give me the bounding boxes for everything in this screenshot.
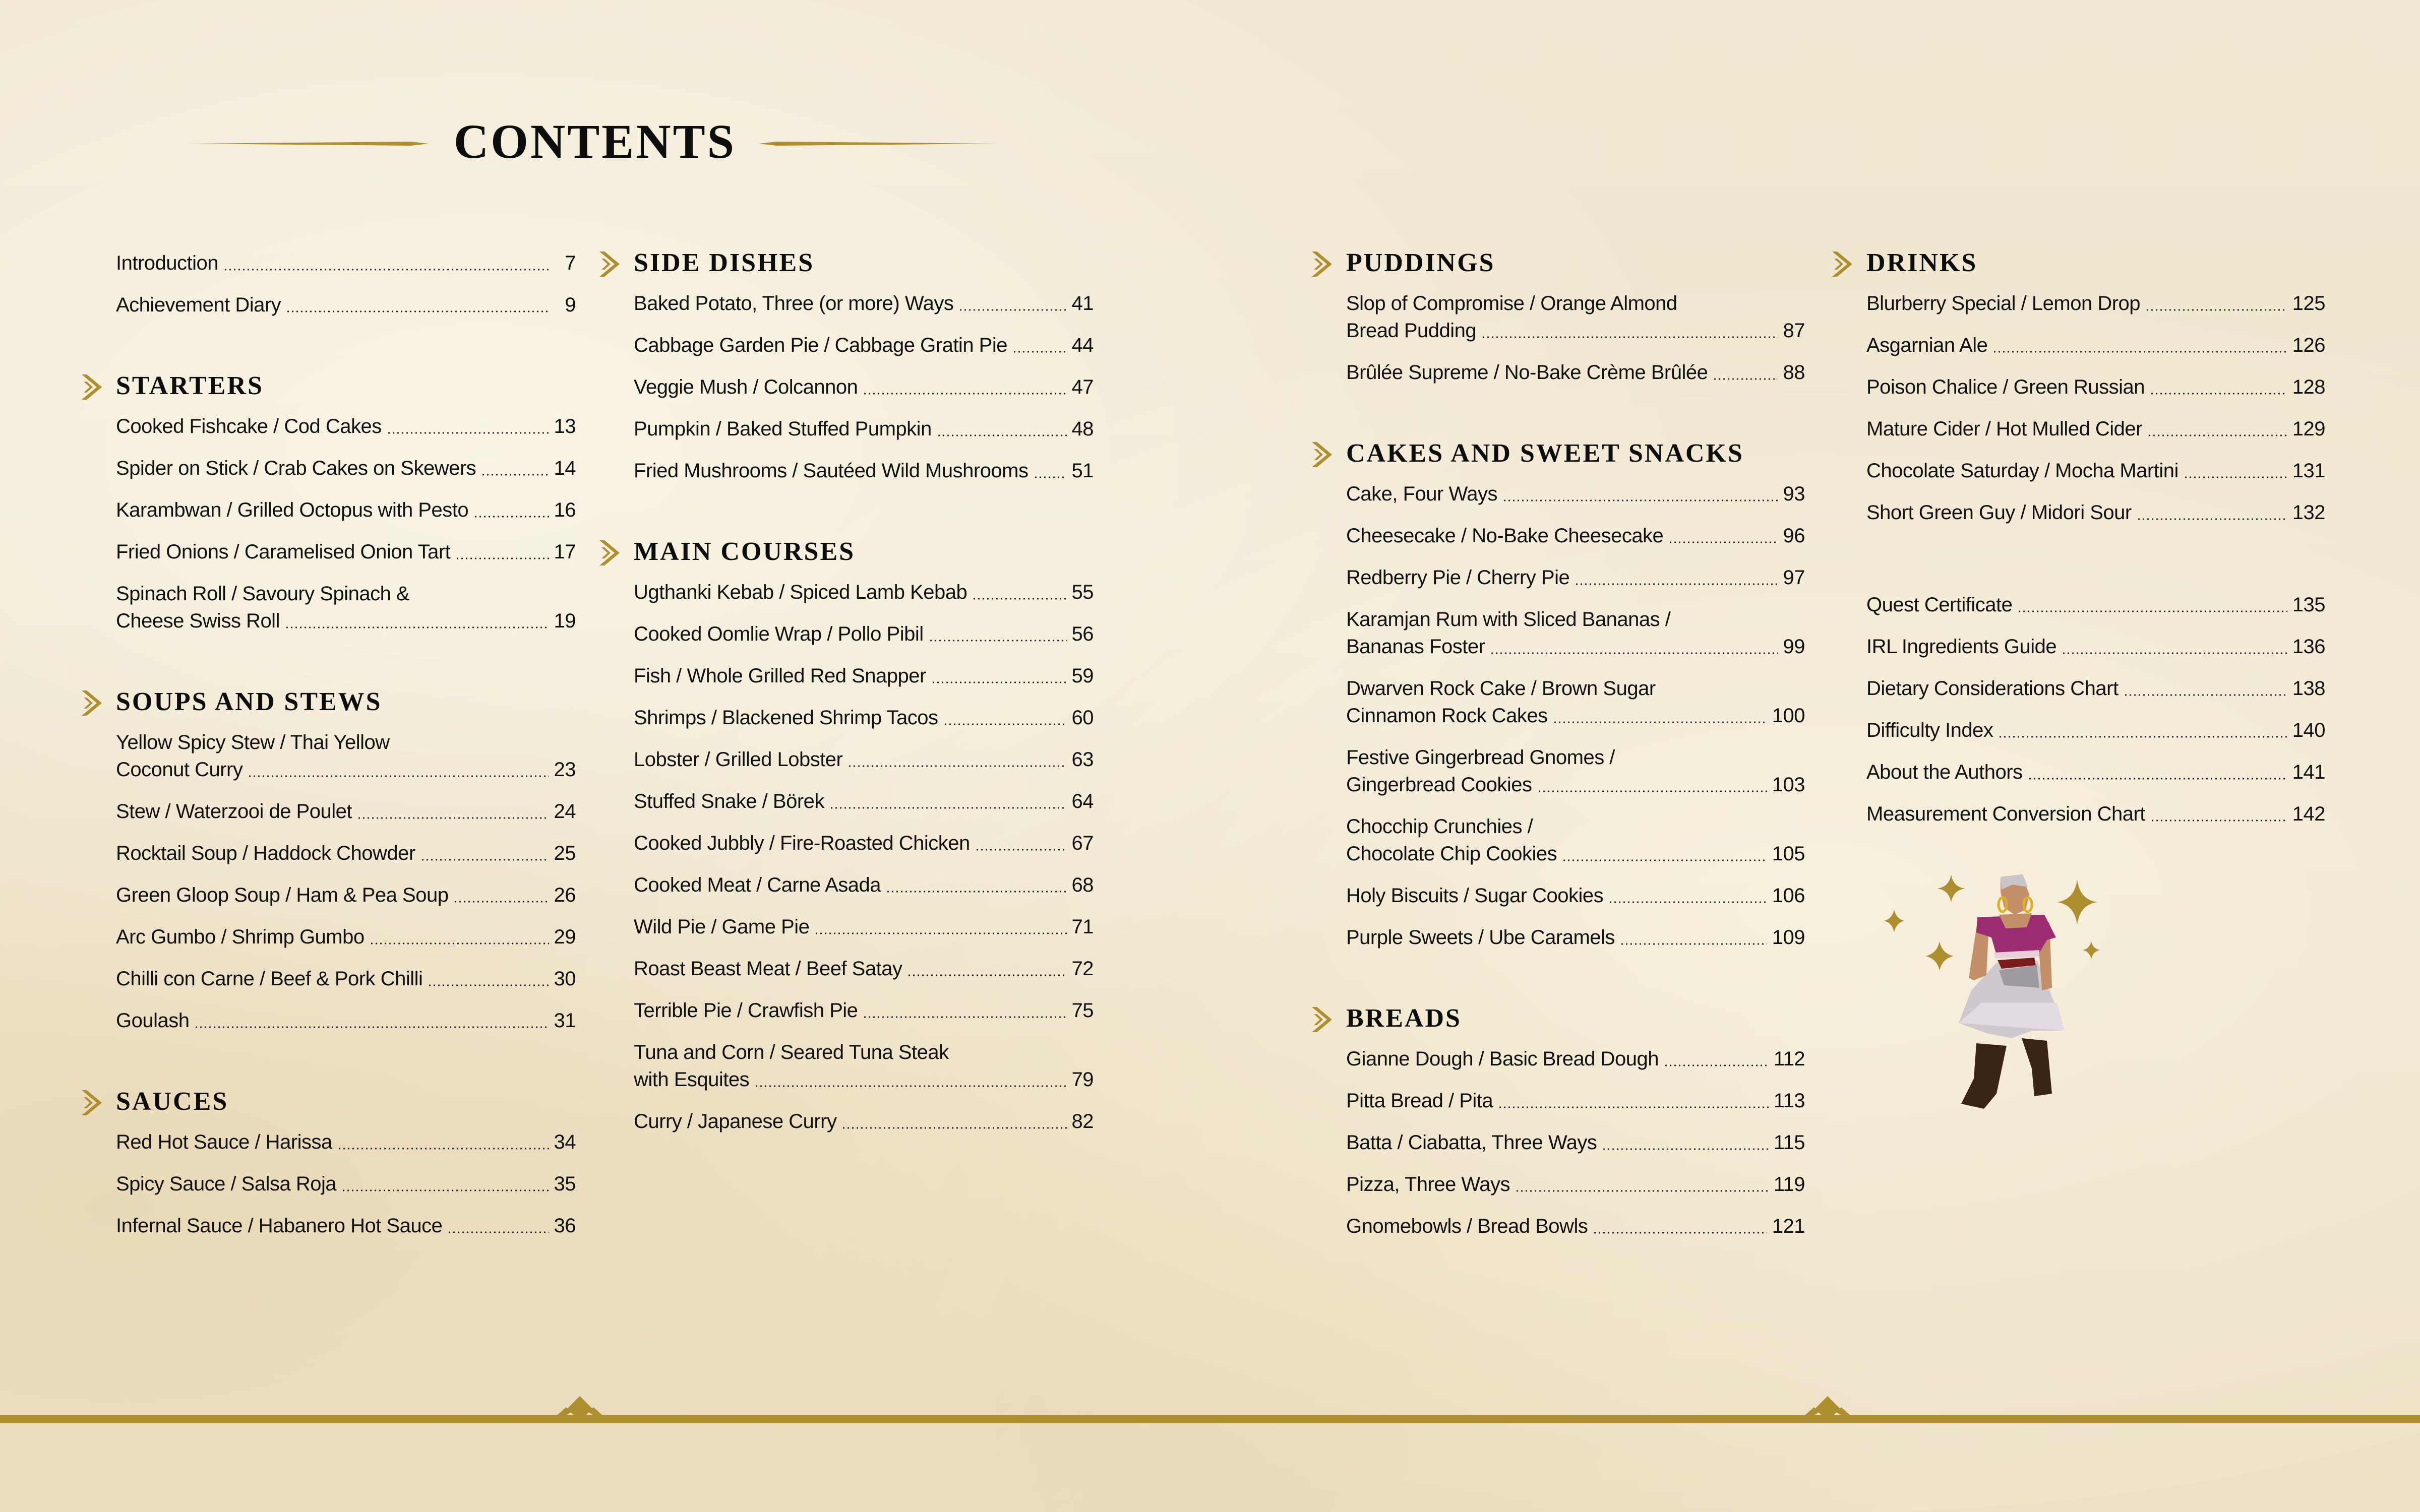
dot-leader — [2124, 694, 2287, 696]
dot-leader — [2137, 518, 2287, 520]
page-number: 31 — [554, 1010, 576, 1032]
entry-title: Poison Chalice / Green Russian — [1866, 376, 2145, 398]
toc-entry[interactable] — [116, 798, 576, 825]
character-illustration — [1865, 857, 2319, 1386]
entry-title: Chilli con Carne / Beef & Pork Chilli — [116, 968, 423, 990]
dot-leader — [194, 1026, 549, 1028]
entry-title: Wild Pie / Game Pie — [634, 916, 810, 938]
dot-leader — [1490, 652, 1778, 654]
page-number: 34 — [554, 1131, 576, 1153]
dot-leader — [937, 434, 1067, 436]
toc-entry[interactable] — [634, 955, 1094, 982]
page-number: 115 — [1773, 1131, 1805, 1154]
entry-title: Blurberry Special / Lemon Drop — [1866, 292, 2141, 314]
page-number: 23 — [554, 759, 576, 781]
entry-title: Cooked Oomlie Wrap / Pollo Pibil — [634, 623, 924, 645]
entry-title: Roast Beast Meat / Beef Satay — [634, 958, 902, 980]
entry-title: Curry / Japanese Curry — [634, 1110, 837, 1132]
page-number: 99 — [1783, 636, 1805, 658]
toc-entry[interactable] — [1346, 480, 1805, 508]
ornament-right — [1795, 1394, 1860, 1424]
dot-leader — [958, 309, 1066, 311]
page-number: 47 — [1071, 376, 1094, 398]
toc-entry[interactable] — [634, 373, 1094, 401]
page-number: 25 — [554, 842, 576, 864]
toc-entry[interactable] — [1346, 924, 1805, 951]
chevron-right-icon — [82, 690, 102, 716]
page-number: 125 — [2292, 292, 2325, 314]
entry-title: with Esquites — [634, 1068, 750, 1091]
dot-leader — [455, 557, 549, 559]
page-number: 141 — [2292, 761, 2325, 783]
dot-leader — [1498, 1106, 1769, 1108]
toc-entry[interactable] — [1346, 290, 1805, 344]
toc-entry[interactable] — [634, 662, 1094, 689]
page-number: 119 — [1773, 1173, 1805, 1195]
page-number: 97 — [1783, 566, 1805, 589]
page-number: 9 — [565, 294, 576, 316]
entry-title: Spicy Sauce / Salsa Roja — [116, 1173, 337, 1195]
entry-title: Cinnamon Rock Cakes — [1346, 705, 1548, 727]
page-number: 88 — [1783, 361, 1805, 384]
dot-leader — [754, 1085, 1066, 1087]
page-number: 112 — [1773, 1048, 1805, 1070]
toc-entry[interactable] — [634, 332, 1094, 359]
toc-entry[interactable] — [116, 1128, 576, 1156]
entry-title: Coconut Curry — [116, 759, 243, 781]
page-number: 44 — [1071, 334, 1094, 356]
entry-title: Chocchip Crunchies / — [1346, 815, 1533, 838]
page-number: 26 — [554, 884, 576, 906]
page-number: 63 — [1071, 748, 1094, 771]
dot-leader — [481, 474, 549, 476]
page-number: 126 — [2292, 334, 2325, 356]
entry-title: Gnomebowls / Bread Bowls — [1346, 1215, 1588, 1237]
toc-entry[interactable] — [1346, 564, 1805, 591]
toc-entry[interactable] — [116, 1007, 576, 1034]
entry-title: Ugthanki Kebab / Spiced Lamb Kebab — [634, 581, 967, 603]
page-number: 113 — [1773, 1090, 1805, 1112]
toc-entry[interactable] — [1866, 332, 2325, 359]
entry-title: Difficulty Index — [1866, 719, 1993, 741]
dot-leader — [848, 765, 1066, 767]
entry-title: Fish / Whole Grilled Red Snapper — [634, 665, 926, 687]
bottom-gold-band — [0, 1415, 2420, 1423]
page-number: 14 — [554, 457, 576, 479]
entry-title: Infernal Sauce / Habanero Hot Sauce — [116, 1215, 443, 1237]
dot-leader — [1668, 541, 1778, 543]
dot-leader — [907, 974, 1066, 976]
toc-entry[interactable] — [1866, 290, 2325, 317]
toc-entry[interactable] — [116, 455, 576, 482]
toc-entry-dietary-considerations-chart[interactable] — [1866, 675, 2325, 702]
dot-leader — [248, 775, 549, 777]
dot-leader — [1034, 476, 1067, 478]
dot-leader — [943, 723, 1067, 725]
entry-title: Dwarven Rock Cake / Brown Sugar — [1346, 677, 1656, 700]
dot-leader — [341, 1189, 549, 1191]
page-number: 60 — [1071, 707, 1094, 729]
dot-leader — [447, 1231, 549, 1233]
column-4 — [1866, 245, 2325, 842]
dot-leader — [2028, 778, 2287, 780]
section-heading-label: SAUCES — [116, 1087, 229, 1116]
page-number: 56 — [1071, 623, 1094, 645]
dot-leader — [1502, 499, 1778, 501]
toc-entry-achievement-diary[interactable] — [116, 291, 576, 319]
entry-title: Pizza, Three Ways — [1346, 1173, 1510, 1195]
page-number: 59 — [1071, 665, 1094, 687]
section-heading-sauces — [116, 1084, 576, 1119]
entry-title: Terrible Pie / Crawfish Pie — [634, 999, 858, 1022]
entry-title: Batta / Ciabatta, Three Ways — [1346, 1131, 1597, 1154]
dot-leader — [1575, 583, 1778, 585]
entry-title: Karambwan / Grilled Octopus with Pesto — [116, 499, 469, 521]
entry-title: Cooked Jubbly / Fire-Roasted Chicken — [634, 832, 970, 854]
dot-leader — [285, 626, 549, 628]
dot-leader — [1481, 336, 1778, 338]
chevron-right-icon — [599, 251, 620, 277]
entry-title: Pitta Bread / Pita — [1346, 1090, 1493, 1112]
toc-entry[interactable] — [1866, 457, 2325, 484]
entry-title: Cake, Four Ways — [1346, 483, 1497, 505]
page-title: CONTENTS — [453, 114, 737, 168]
section-heading-puddings — [1346, 245, 1805, 281]
entry-title: Stuffed Snake / Börek — [634, 790, 824, 812]
toc-entry[interactable] — [1346, 744, 1805, 798]
dot-leader — [2147, 434, 2287, 436]
entry-title: Festive Gingerbread Gnomes / — [1346, 746, 1615, 769]
entry-title: Introduction — [116, 252, 219, 274]
entry-title: Green Gloop Soup / Ham & Pea Soup — [116, 884, 449, 906]
dot-leader — [337, 1148, 549, 1150]
toc-entry[interactable] — [634, 788, 1094, 815]
dot-leader — [387, 432, 549, 434]
page-number: 79 — [1071, 1068, 1094, 1091]
page-number: 87 — [1783, 320, 1805, 342]
column-2 — [634, 245, 1094, 1150]
toc-entry[interactable] — [634, 997, 1094, 1024]
entry-title: Tuna and Corn / Seared Tuna Steak — [634, 1041, 949, 1063]
dot-leader — [863, 1016, 1066, 1018]
dot-leader — [841, 1127, 1066, 1129]
entry-title: Chocolate Saturday / Mocha Martini — [1866, 460, 2179, 482]
toc-entry[interactable] — [634, 871, 1094, 899]
section-heading-label: SOUPS AND STEWS — [116, 687, 382, 716]
dot-leader — [420, 859, 549, 861]
section-heading-main-courses — [634, 534, 1094, 570]
page-number: 105 — [1772, 843, 1805, 865]
entry-title: Cabbage Garden Pie / Cabbage Gratin Pie — [634, 334, 1007, 356]
column-3 — [1346, 245, 1805, 1254]
dot-leader — [929, 640, 1067, 642]
page-number: 75 — [1071, 999, 1094, 1022]
entry-title: Fried Mushrooms / Sautéed Wild Mushrooms — [634, 460, 1028, 482]
dot-leader — [1992, 351, 2287, 353]
page-number: 135 — [2292, 594, 2325, 616]
dot-leader — [286, 310, 551, 312]
toc-entry[interactable] — [1346, 1087, 1805, 1114]
entry-title: Asgarnian Ale — [1866, 334, 1988, 356]
dot-leader — [814, 932, 1066, 934]
toc-entry[interactable] — [1866, 499, 2325, 526]
dot-leader — [1562, 859, 1767, 861]
entry-title: Pumpkin / Baked Stuffed Pumpkin — [634, 418, 932, 440]
section-heading-breads — [1346, 1001, 1805, 1036]
dot-leader — [2062, 652, 2287, 654]
section-heading-drinks — [1866, 245, 2325, 281]
toc-entry[interactable] — [116, 538, 576, 565]
entry-title: Cheesecake / No-Bake Cheesecake — [1346, 525, 1664, 547]
entry-title: Spider on Stick / Crab Cakes on Skewers — [116, 457, 476, 479]
toc-entry[interactable] — [1866, 373, 2325, 401]
page-number: 30 — [554, 968, 576, 990]
page-number: 51 — [1071, 460, 1094, 482]
entry-title: Brûlée Supreme / No-Bake Crème Brûlée — [1346, 361, 1708, 384]
chevron-right-icon — [82, 374, 102, 400]
section-heading-label: SIDE DISHES — [634, 248, 815, 277]
toc-entry[interactable] — [1346, 1213, 1805, 1240]
title-rule-right — [759, 140, 998, 147]
dot-leader — [1620, 943, 1767, 945]
toc-entry[interactable] — [1346, 522, 1805, 549]
entry-title: Gianne Dough / Basic Bread Dough — [1346, 1048, 1659, 1070]
dot-leader — [357, 817, 549, 819]
entry-title: Arc Gumbo / Shrimp Gumbo — [116, 926, 365, 948]
toc-entry[interactable] — [634, 830, 1094, 857]
page-number: 36 — [554, 1215, 576, 1237]
toc-entry[interactable] — [116, 923, 576, 951]
dot-leader — [2150, 393, 2287, 395]
entry-title: Quest Certificate — [1866, 594, 2013, 616]
page-number: 140 — [2292, 719, 2325, 741]
chevron-right-icon — [1832, 251, 1852, 277]
chevron-right-icon — [82, 1090, 102, 1115]
page-number: 16 — [554, 499, 576, 521]
entry-title: Measurement Conversion Chart — [1866, 803, 2145, 825]
toc-entry[interactable] — [116, 580, 576, 635]
toc-entry[interactable] — [634, 620, 1094, 648]
toc-entry[interactable] — [116, 496, 576, 524]
toc-entry[interactable] — [116, 1212, 576, 1239]
dot-leader — [2017, 610, 2287, 612]
page-number: 67 — [1071, 832, 1094, 854]
section-heading-soups-and-stews — [116, 684, 576, 720]
dot-leader — [975, 849, 1067, 851]
dot-leader — [863, 393, 1066, 395]
toc-entry[interactable] — [116, 413, 576, 440]
page-number: 93 — [1783, 483, 1805, 505]
dot-leader — [972, 598, 1066, 600]
entry-title: Cheese Swiss Roll — [116, 610, 280, 632]
dot-leader — [1608, 901, 1767, 903]
entry-title: Purple Sweets / Ube Caramels — [1346, 926, 1615, 949]
entry-title: Lobster / Grilled Lobster — [634, 748, 843, 771]
entry-title: Rocktail Soup / Haddock Chowder — [116, 842, 415, 864]
dot-leader — [2150, 820, 2287, 822]
page-number: 96 — [1783, 525, 1805, 547]
page-number: 138 — [2292, 677, 2325, 700]
ornament-left — [547, 1394, 613, 1424]
entry-title: Chocolate Chip Cookies — [1346, 843, 1557, 865]
toc-entry[interactable] — [634, 704, 1094, 731]
entry-title: Slop of Compromise / Orange Almond — [1346, 292, 1677, 314]
page-number: 121 — [1772, 1215, 1805, 1237]
dot-leader — [1515, 1190, 1769, 1192]
section-heading-side-dishes — [634, 245, 1094, 281]
dot-leader — [1593, 1232, 1767, 1234]
dot-leader — [1553, 721, 1767, 723]
toc-entry[interactable] — [1346, 1045, 1805, 1073]
page-number: 132 — [2292, 501, 2325, 524]
dot-leader — [223, 269, 551, 271]
toc-entry[interactable] — [634, 1108, 1094, 1135]
entry-title: Redberry Pie / Cherry Pie — [1346, 566, 1570, 589]
page-number: 72 — [1071, 958, 1094, 980]
page-number: 100 — [1772, 705, 1805, 727]
toc-entry-measurement-conversion-chart[interactable] — [1866, 800, 2325, 828]
page-number: 109 — [1772, 926, 1805, 949]
section-heading-starters — [116, 368, 576, 404]
entry-title: Cooked Meat / Carne Asada — [634, 874, 881, 896]
page-number: 13 — [554, 415, 576, 437]
page-number: 131 — [2292, 460, 2325, 482]
page-number: 128 — [2292, 376, 2325, 398]
entry-title: Short Green Guy / Midori Sour — [1866, 501, 2132, 524]
entry-title: Bread Pudding — [1346, 320, 1477, 342]
toc-entry[interactable] — [116, 729, 576, 783]
toc-entry[interactable] — [116, 840, 576, 867]
dot-leader — [428, 984, 549, 986]
toc-entry-quest-certificate[interactable] — [1866, 591, 2325, 618]
chevron-right-icon — [1312, 251, 1332, 277]
page-number: 19 — [554, 610, 576, 632]
entry-title: Stew / Waterzooi de Poulet — [116, 800, 352, 823]
toc-entry[interactable] — [116, 965, 576, 992]
entry-title: Yellow Spicy Stew / Thai Yellow — [116, 731, 390, 753]
page-number: 17 — [554, 541, 576, 563]
toc-entry[interactable] — [1346, 882, 1805, 909]
dot-leader — [1713, 378, 1778, 380]
entry-title: IRL Ingredients Guide — [1866, 636, 2057, 658]
entry-title: Holy Biscuits / Sugar Cookies — [1346, 885, 1604, 907]
page-number: 82 — [1071, 1110, 1094, 1132]
toc-entry[interactable] — [116, 881, 576, 909]
dot-leader — [2145, 309, 2287, 311]
toc-entry[interactable] — [634, 746, 1094, 773]
page-number: 129 — [2292, 418, 2325, 440]
entry-title: Karamjan Rum with Sliced Bananas / — [1346, 608, 1671, 631]
dot-leader — [453, 901, 549, 903]
toc-entry[interactable] — [1346, 606, 1805, 660]
entry-title: Spinach Roll / Savoury Spinach & — [116, 583, 410, 605]
page-number: 106 — [1772, 885, 1805, 907]
page-number: 7 — [565, 252, 576, 274]
page-number: 35 — [554, 1173, 576, 1195]
toc-entry[interactable] — [1346, 675, 1805, 729]
dot-leader — [931, 681, 1067, 683]
dot-leader — [1998, 736, 2287, 738]
chevron-right-icon — [599, 540, 620, 565]
chevron-right-icon — [1312, 1007, 1332, 1032]
section-heading-cakes-and-sweet-snacks — [1346, 436, 1805, 471]
page-number: 136 — [2292, 636, 2325, 658]
entry-title: Bananas Foster — [1346, 636, 1485, 658]
toc-entry-introduction[interactable] — [116, 249, 576, 277]
section-heading-label: BREADS — [1346, 1004, 1462, 1033]
column-1 — [116, 249, 576, 1254]
toc-entry-irl-ingredients-guide[interactable] — [1866, 633, 2325, 660]
page-number: 68 — [1071, 874, 1094, 896]
chevron-right-icon — [1312, 442, 1332, 467]
toc-entry[interactable] — [634, 290, 1094, 317]
toc-entry[interactable] — [1346, 1171, 1805, 1198]
entry-title: About the Authors — [1866, 761, 2023, 783]
toc-entry[interactable] — [1866, 415, 2325, 443]
toc-entry[interactable] — [116, 1170, 576, 1198]
dot-leader — [473, 516, 549, 518]
dot-leader — [829, 807, 1067, 809]
entry-title: Red Hot Sauce / Harissa — [116, 1131, 332, 1153]
toc-entry[interactable] — [634, 913, 1094, 940]
dot-leader — [1537, 790, 1767, 792]
section-heading-label: STARTERS — [116, 371, 264, 400]
entry-title: Baked Potato, Three (or more) Ways — [634, 292, 954, 314]
dot-leader — [886, 891, 1066, 893]
dot-leader — [1664, 1064, 1769, 1066]
page-number: 41 — [1071, 292, 1094, 314]
dot-leader — [1602, 1148, 1768, 1150]
entry-title: Dietary Considerations Chart — [1866, 677, 2119, 700]
entry-title: Achievement Diary — [116, 294, 281, 316]
entry-title: Veggie Mush / Colcannon — [634, 376, 858, 398]
entry-title: Gingerbread Cookies — [1346, 774, 1532, 796]
toc-entry[interactable] — [634, 415, 1094, 443]
page-number: 64 — [1071, 790, 1094, 812]
dot-leader — [370, 942, 549, 944]
dot-leader — [2184, 476, 2287, 478]
page-number: 142 — [2292, 803, 2325, 825]
page-number: 103 — [1772, 774, 1805, 796]
toc-entry-difficulty-index[interactable] — [1866, 717, 2325, 744]
page-number: 29 — [554, 926, 576, 948]
page-number: 55 — [1071, 581, 1094, 603]
toc-entry[interactable] — [1346, 813, 1805, 867]
page-number: 24 — [554, 800, 576, 823]
section-heading-label: DRINKS — [1866, 248, 1978, 277]
page-number: 71 — [1071, 916, 1094, 938]
toc-entry[interactable] — [1346, 359, 1805, 386]
entry-title: Cooked Fishcake / Cod Cakes — [116, 415, 382, 437]
section-heading-label: PUDDINGS — [1346, 248, 1495, 277]
toc-entry[interactable] — [634, 579, 1094, 606]
section-heading-label: MAIN COURSES — [634, 537, 856, 566]
toc-entry[interactable] — [634, 1039, 1094, 1093]
section-heading-label: CAKES AND SWEET SNACKS — [1346, 439, 1744, 468]
page-number: 48 — [1071, 418, 1094, 440]
toc-entry[interactable] — [1346, 1129, 1805, 1156]
entry-title: Goulash — [116, 1010, 190, 1032]
toc-entry-about-the-authors[interactable] — [1866, 759, 2325, 786]
entry-title: Fried Onions / Caramelised Onion Tart — [116, 541, 451, 563]
entry-title: Mature Cider / Hot Mulled Cider — [1866, 418, 2142, 440]
toc-entry[interactable] — [634, 457, 1094, 484]
dot-leader — [1012, 351, 1067, 353]
entry-title: Shrimps / Blackened Shrimp Tacos — [634, 707, 938, 729]
